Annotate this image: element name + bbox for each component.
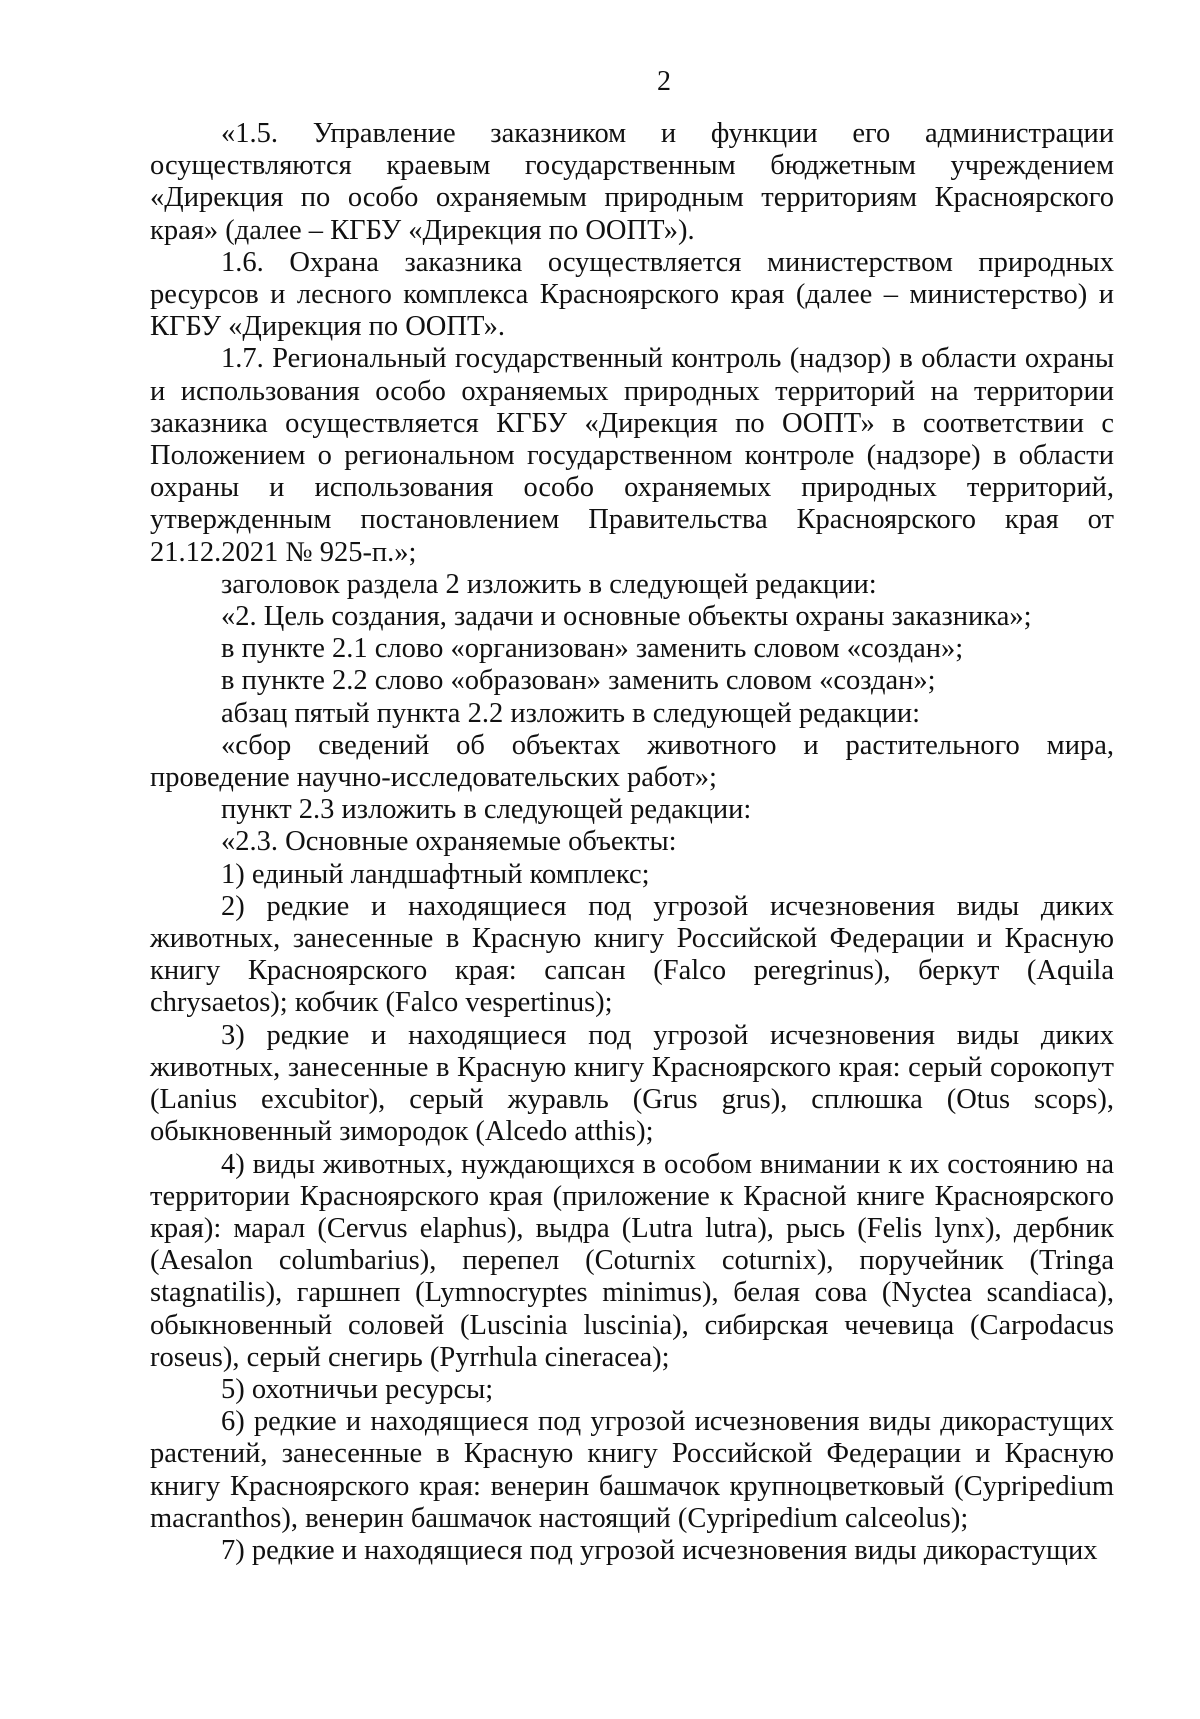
paragraph-section-2-heading-instruction: заголовок раздела 2 изложить в следующей редакции: — [221, 568, 877, 600]
list-item-1: 1) единый ландшафтный комплекс; — [221, 858, 650, 890]
list-item-4: 4) виды животных, нуждающихся в особом внимании к их состоянию на территории Красноярского края (приложение к Красной книге Красноярского края): марал (Cervus elaphus), выдра (Lutra lutra), рысь (Felis lynx), дербник (Aesalon columbarius), перепел (Coturnix coturnix), поручейник (Tringa stagnatilis), гаршнеп (Lymnocryptes minimus), белая сова (Nyctea scandiaca), обыкновенный соловей (Luscinia luscinia), сибирская чечевица (Carpodacus roseus), серый снегирь (Pyrrhula cineracea); — [150, 1148, 1114, 1373]
paragraph-1-6: 1.6. Охрана заказника осуществляется министерством природных ресурсов и лесного комплекса Красноярского края (далее – министерство) и КГБУ «Дирекция по ООПТ». — [150, 246, 1114, 343]
list-item-6: 6) редкие и находящиеся под угрозой исчезновения виды дикорастущих растений, занесенные в Красную книгу Российской Федерации и Красную книгу Красноярского края: венерин башмачок крупноцветковый (Cypripedium macranthos), венерин башмачок настоящий (Cypripedium calceolus); — [150, 1406, 1114, 1534]
paragraph-2-2-fifth-instruction: абзац пятый пункта 2.2 изложить в следующей редакции: — [221, 697, 921, 729]
paragraph-2-3-heading: «2.3. Основные охраняемые объекты: — [221, 826, 677, 858]
paragraph-2-2-fifth-text: «сбор сведений об объектах животного и растительного мира, проведение научно-исследовательских работ»; — [150, 729, 1114, 794]
list-item-7: 7) редкие и находящиеся под угрозой исчезновения виды дикорастущих — [221, 1534, 1098, 1566]
paragraph-2-1-amendment: в пункте 2.1 слово «организован» заменить словом «создан»; — [221, 633, 964, 665]
document-body — [150, 118, 1114, 1567]
list-item-3: 3) редкие и находящиеся под угрозой исчезновения виды диких животных, занесенные в Красную книгу Красноярского края: серый сорокопут (Lanius excubitor), серый журавль (Grus grus), сплюшка (Otus scops), обыкновенный зимородок (Alcedo atthis); — [150, 1019, 1114, 1148]
paragraph-section-2-heading: «2. Цель создания, задачи и основные объекты охраны заказника»; — [221, 601, 1032, 633]
page-number: 2 — [657, 66, 671, 97]
paragraph-1-7: 1.7. Региональный государственный контроль (надзор) в области охраны и использования особо охраняемых природных территорий на территории заказника осуществляется КГБУ «Дирекция по ООПТ» в соответствии с Положением о региональном государственном контроле (надзоре) в области охраны и использования особо охраняемых природных территорий, утвержденным постановлением Правительства Красноярского края от 21.12.2021 № 925-п.»; — [150, 343, 1114, 568]
list-item-2: 2) редкие и находящиеся под угрозой исчезновения виды диких животных, занесенные в Красную книгу Российской Федерации и Красную книгу Красноярского края: сапсан (Falco peregrinus), беркут (Aquila chrysaetos); кобчик (Falco vespertinus); — [150, 890, 1114, 1019]
paragraph-2-3-instruction: пункт 2.3 изложить в следующей редакции: — [221, 794, 752, 826]
paragraph-2-2-amendment: в пункте 2.2 слово «образован» заменить словом «создан»; — [221, 665, 936, 697]
list-item-5: 5) охотничьи ресурсы; — [221, 1373, 494, 1405]
paragraph-1-5: «1.5. Управление заказником и функции его администрации осуществляются краевым государственным бюджетным учреждением «Дирекция по особо охраняемым природным территориям Красноярского края» (далее – КГБУ «Дирекция по ООПТ»). — [150, 118, 1114, 246]
